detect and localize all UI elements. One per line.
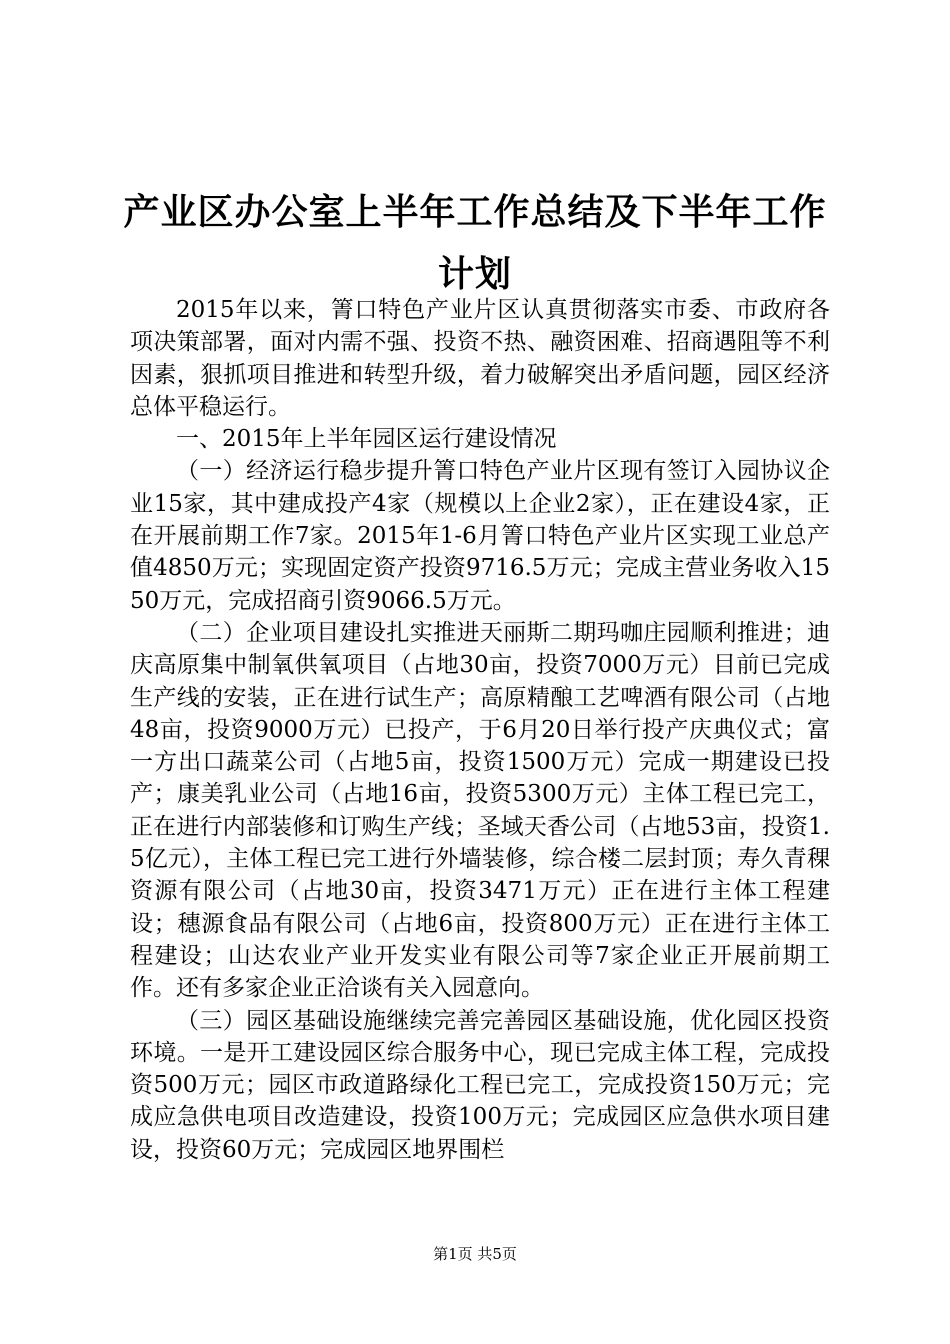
paragraph-intro: 2015年以来，箐口特色产业片区认真贯彻落实市委、市政府各项决策部署，面对内需不强、投资不热、融资困难、招商遇阻等不利因素，狠抓项目推进和转型升级，着力破解突出矛盾问题，园区经济总体平稳运行。 (130, 297, 830, 420)
paragraph-economy: （一）经济运行稳步提升箐口特色产业片区现有签订入园协议企业15家，其中建成投产4家（规模以上企业2家），正在建设4家，正在开展前期工作7家。2015年1-6月箐口特色产业片区实现工业总产值4850万元；实现固定资产投资9716.5万元；完成主营业务收入1550万元，完成招商引资9066.5万元。 (130, 458, 830, 614)
document-title: 产业区办公室上半年工作总结及下半年工作计划 (123, 192, 827, 295)
paragraph-infrastructure: （三）园区基础设施继续完善完善园区基础设施，优化园区投资环境。一是开工建设园区综合服务中心，现已完成主体工程，完成投资500万元；园区市政道路绿化工程已完工，完成投资150万元；完成应急供电项目改造建设，投资100万元；完成园区应急供水项目建设，投资60万元；完成园区地界围栏 (130, 1007, 830, 1163)
document-body (130, 294, 830, 1166)
page-number-footer: 第1页 共5页 (433, 1245, 517, 1263)
paragraph-projects: （二）企业项目建设扎实推进天丽斯二期玛咖庄园顺利推进；迪庆高原集中制氧供氧项目（占地30亩，投资7000万元）目前已完成生产线的安装，正在进行试生产；高原精酿工艺啤酒有限公司（占地48亩，投资9000万元）已投产，于6月20日举行投产庆典仪式；富一方出口蔬菜公司（占地5亩，投资1500万元）完成一期建设已投产；康美乳业公司（占地16亩，投资5300万元）主体工程已完工，正在进行内部装修和订购生产线；圣域天香公司（占地53亩，投资1.5亿元），主体工程已完工进行外墙装修，综合楼二层封顶；寿久青稞资源有限公司（占地30亩，投资3471万元）正在进行主体工程建设；穗源食品有限公司（占地6亩，投资800万元）正在进行主体工程建设；山达农业产业开发实业有限公司等7家企业正开展前期工作。还有多家企业正洽谈有关入园意向。 (130, 619, 830, 1002)
section-heading: 一、2015年上半年园区运行建设情况 (176, 426, 557, 453)
